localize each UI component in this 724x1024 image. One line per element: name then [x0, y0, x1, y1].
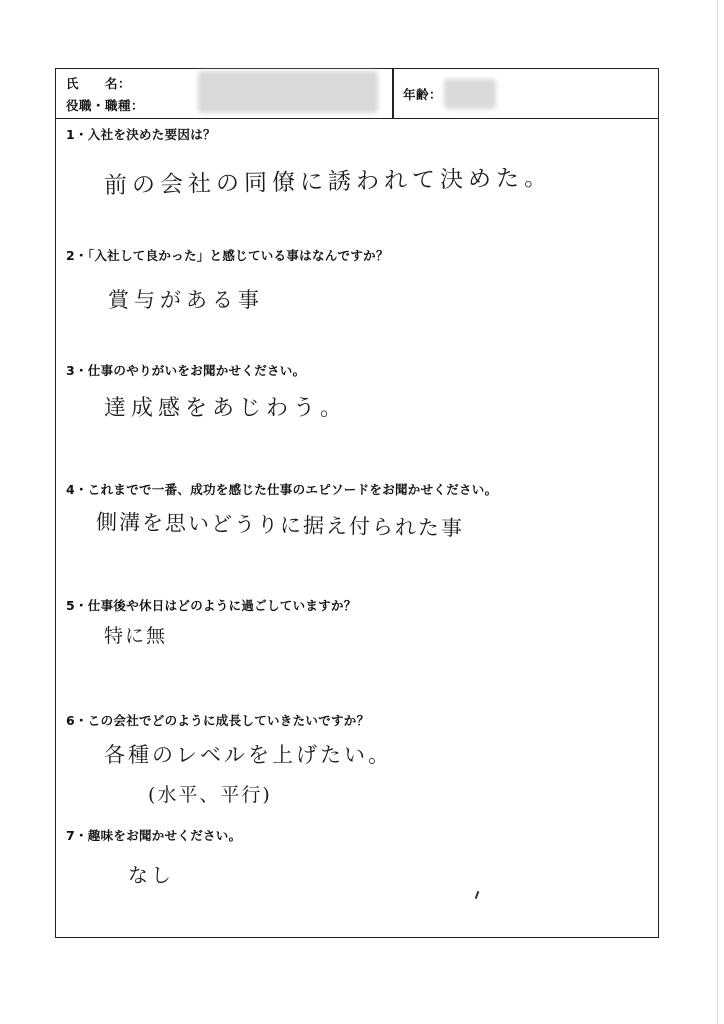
answer-6-note: (水平、平行) [148, 784, 272, 806]
header-divider [392, 69, 394, 118]
answer-3: 達成感をあじわう。 [104, 396, 348, 421]
questionnaire-form [55, 68, 659, 938]
answer-7: なし [128, 863, 174, 887]
question-3: 3・仕事のやりがいをお聞かせください。 [66, 363, 306, 378]
answer-5: 特に無 [104, 625, 168, 647]
stray-pen-mark [475, 891, 480, 899]
question-2: 2・「入社して良かった」と感じている事はなんですか？ [66, 248, 389, 263]
form-header [56, 69, 658, 119]
role-label: 役職・職種： [66, 98, 145, 113]
question-5: 5・仕事後や休日はどのように過ごしていますか？ [66, 598, 357, 613]
redacted-name-block [198, 71, 378, 113]
question-6: 6・この会社でどのように成長していきたいですか？ [66, 713, 370, 728]
answer-6: 各種のレベルを上げたい。 [104, 743, 392, 767]
age-label: 年齢： [403, 87, 443, 102]
question-7: 7・趣味をお聞かせください。 [66, 828, 242, 843]
answer-4: 側溝を思いどうりに据え付られた事 [95, 510, 465, 541]
answer-1: 前の会社の同僚に誘われて決めた。 [103, 165, 553, 199]
answer-2: 賞与がある事 [108, 288, 264, 312]
name-label: 氏 名： [66, 76, 132, 91]
redacted-age-block [444, 79, 496, 109]
question-1: 1・入社を決めた要因は？ [66, 127, 216, 142]
page-edge [717, 0, 718, 1024]
question-4: 4・これまでで一番、成功を感じた仕事のエピソードをお聞かせください。 [66, 482, 498, 497]
